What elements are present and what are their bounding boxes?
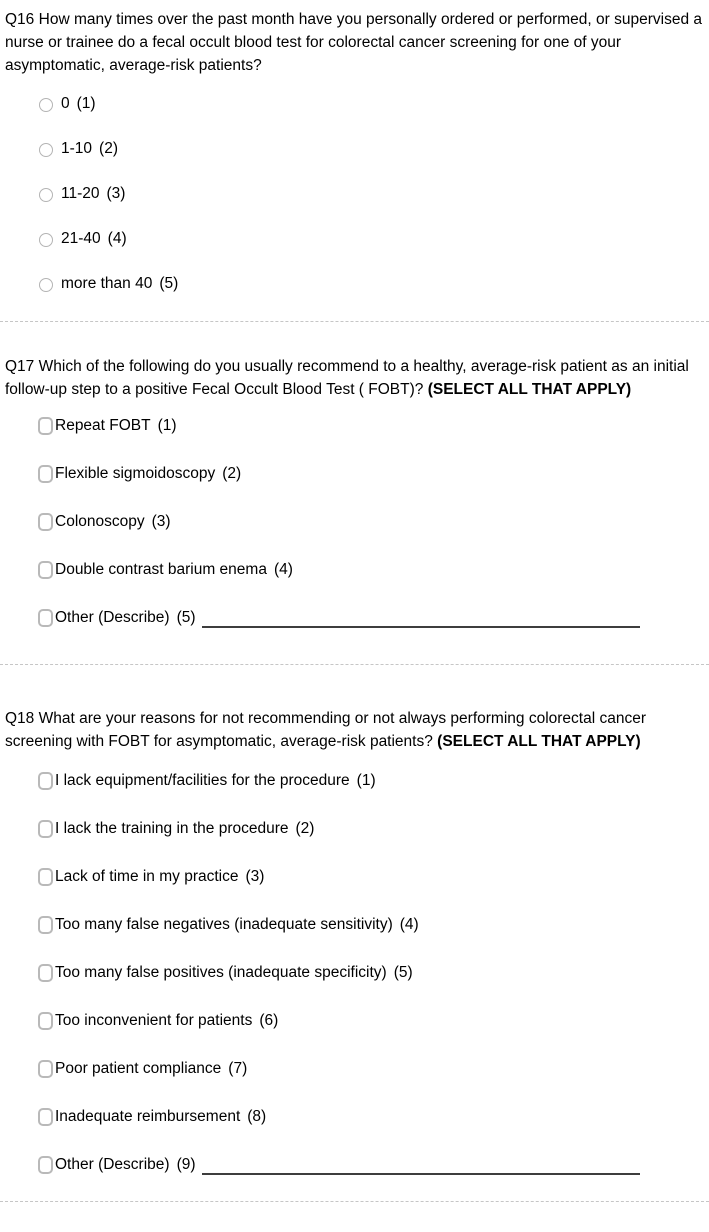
- question-title: [5, 707, 702, 753]
- radio-button-icon[interactable]: [39, 278, 53, 292]
- option-list: [5, 414, 702, 629]
- question-title: [5, 355, 702, 401]
- write-in-line[interactable]: [202, 1161, 640, 1175]
- option-label: Too many false negatives (inadequate sensitivity): [55, 916, 393, 933]
- checkbox-icon[interactable]: [38, 561, 53, 579]
- option-row[interactable]: [39, 227, 702, 250]
- question-number: Q16: [5, 11, 35, 28]
- checkbox-icon[interactable]: [38, 1012, 53, 1030]
- option-row[interactable]: [38, 1153, 702, 1176]
- option-label: Flexible sigmoidoscopy: [55, 465, 216, 482]
- radio-button-icon[interactable]: [39, 233, 53, 247]
- option-row[interactable]: [38, 558, 702, 581]
- checkbox-icon[interactable]: [38, 1060, 53, 1078]
- option-label: more than 40: [61, 275, 153, 292]
- question-block-q16: [0, 0, 709, 317]
- radio-button-icon[interactable]: [39, 98, 53, 112]
- radio-button-icon[interactable]: [39, 188, 53, 202]
- option-code: (1): [157, 417, 177, 434]
- checkbox-icon[interactable]: [38, 820, 53, 838]
- option-label: Lack of time in my practice: [55, 868, 239, 885]
- option-code: (8): [247, 1108, 267, 1125]
- section-divider: [0, 1201, 709, 1202]
- option-label: Colonoscopy: [55, 513, 145, 530]
- option-code: (7): [228, 1060, 248, 1077]
- option-code: (3): [151, 513, 171, 530]
- option-label: Other (Describe): [55, 609, 170, 626]
- option-code: (9): [176, 1156, 196, 1173]
- option-row[interactable]: [38, 1009, 702, 1032]
- option-row[interactable]: [39, 137, 702, 160]
- option-row[interactable]: [39, 182, 702, 205]
- option-code: (4): [107, 230, 127, 247]
- question-block-q18: [0, 665, 709, 1201]
- question-text: What are your reasons for not recommending or not always performing colorectal cancer screening with FOBT for asymptomatic, average-risk patients?: [5, 710, 646, 750]
- option-code: (4): [273, 561, 293, 578]
- option-code: (2): [99, 140, 118, 157]
- option-row[interactable]: [38, 913, 702, 936]
- option-label: 0: [61, 95, 70, 112]
- option-label: Other (Describe): [55, 1156, 170, 1173]
- option-code: (5): [176, 609, 196, 626]
- option-list: [5, 92, 702, 295]
- radio-button-icon[interactable]: [39, 143, 53, 157]
- option-label: Too many false positives (inadequate specificity): [55, 964, 387, 981]
- option-label: Inadequate reimbursement: [55, 1108, 241, 1125]
- question-title: [5, 8, 702, 77]
- option-label: Too inconvenient for patients: [55, 1012, 253, 1029]
- checkbox-icon[interactable]: [38, 513, 53, 531]
- option-code: (5): [393, 964, 413, 981]
- checkbox-icon[interactable]: [38, 609, 53, 627]
- option-label: I lack the training in the procedure: [55, 820, 289, 837]
- option-code: (4): [399, 916, 419, 933]
- option-label: I lack equipment/facilities for the procedure: [55, 772, 350, 789]
- checkbox-icon[interactable]: [38, 417, 53, 435]
- option-row[interactable]: [38, 510, 702, 533]
- option-list: [5, 769, 702, 1176]
- option-code: (2): [222, 465, 242, 482]
- checkbox-icon[interactable]: [38, 1156, 53, 1174]
- question-number: Q17: [5, 358, 35, 375]
- checkbox-icon[interactable]: [38, 868, 53, 886]
- question-text: How many times over the past month have you personally ordered or performed, or supervised a nurse or trainee do a fecal occult blood test for colorectal cancer screening for one of your asymptomatic, average-risk patients?: [5, 11, 703, 74]
- option-row[interactable]: [38, 961, 702, 984]
- option-code: (1): [356, 772, 376, 789]
- option-code: (6): [259, 1012, 279, 1029]
- option-row[interactable]: [38, 769, 702, 792]
- option-label: Poor patient compliance: [55, 1060, 222, 1077]
- option-row[interactable]: [39, 92, 702, 115]
- option-code: (3): [106, 185, 126, 202]
- option-label: Double contrast barium enema: [55, 561, 267, 578]
- option-row[interactable]: [38, 414, 702, 437]
- option-code: (5): [159, 275, 179, 292]
- option-label: 1-10: [61, 140, 93, 157]
- checkbox-icon[interactable]: [38, 964, 53, 982]
- option-row[interactable]: [38, 606, 702, 629]
- option-code: (2): [295, 820, 315, 837]
- option-row[interactable]: [38, 817, 702, 840]
- option-row[interactable]: [38, 1105, 702, 1128]
- option-label: 21-40: [61, 230, 101, 247]
- checkbox-icon[interactable]: [38, 916, 53, 934]
- option-row[interactable]: [39, 272, 702, 295]
- option-code: (3): [245, 868, 265, 885]
- question-block-q17: [0, 322, 709, 654]
- option-row[interactable]: [38, 1057, 702, 1080]
- select-all-instruction: (SELECT ALL THAT APPLY): [437, 733, 641, 750]
- option-row[interactable]: [38, 865, 702, 888]
- option-row[interactable]: [38, 462, 702, 485]
- write-in-line[interactable]: [202, 614, 640, 628]
- option-code: (1): [76, 95, 96, 112]
- checkbox-icon[interactable]: [38, 772, 53, 790]
- checkbox-icon[interactable]: [38, 1108, 53, 1126]
- option-label: 11-20: [61, 185, 100, 202]
- option-label: Repeat FOBT: [55, 417, 151, 434]
- select-all-instruction: (SELECT ALL THAT APPLY): [427, 381, 632, 398]
- checkbox-icon[interactable]: [38, 465, 53, 483]
- question-text: Which of the following do you usually recommend to a healthy, average-risk patient as an initial follow-up step to a positive Fecal Occult Blood Test ( FOBT)?: [5, 358, 689, 398]
- question-number: Q18: [5, 710, 35, 727]
